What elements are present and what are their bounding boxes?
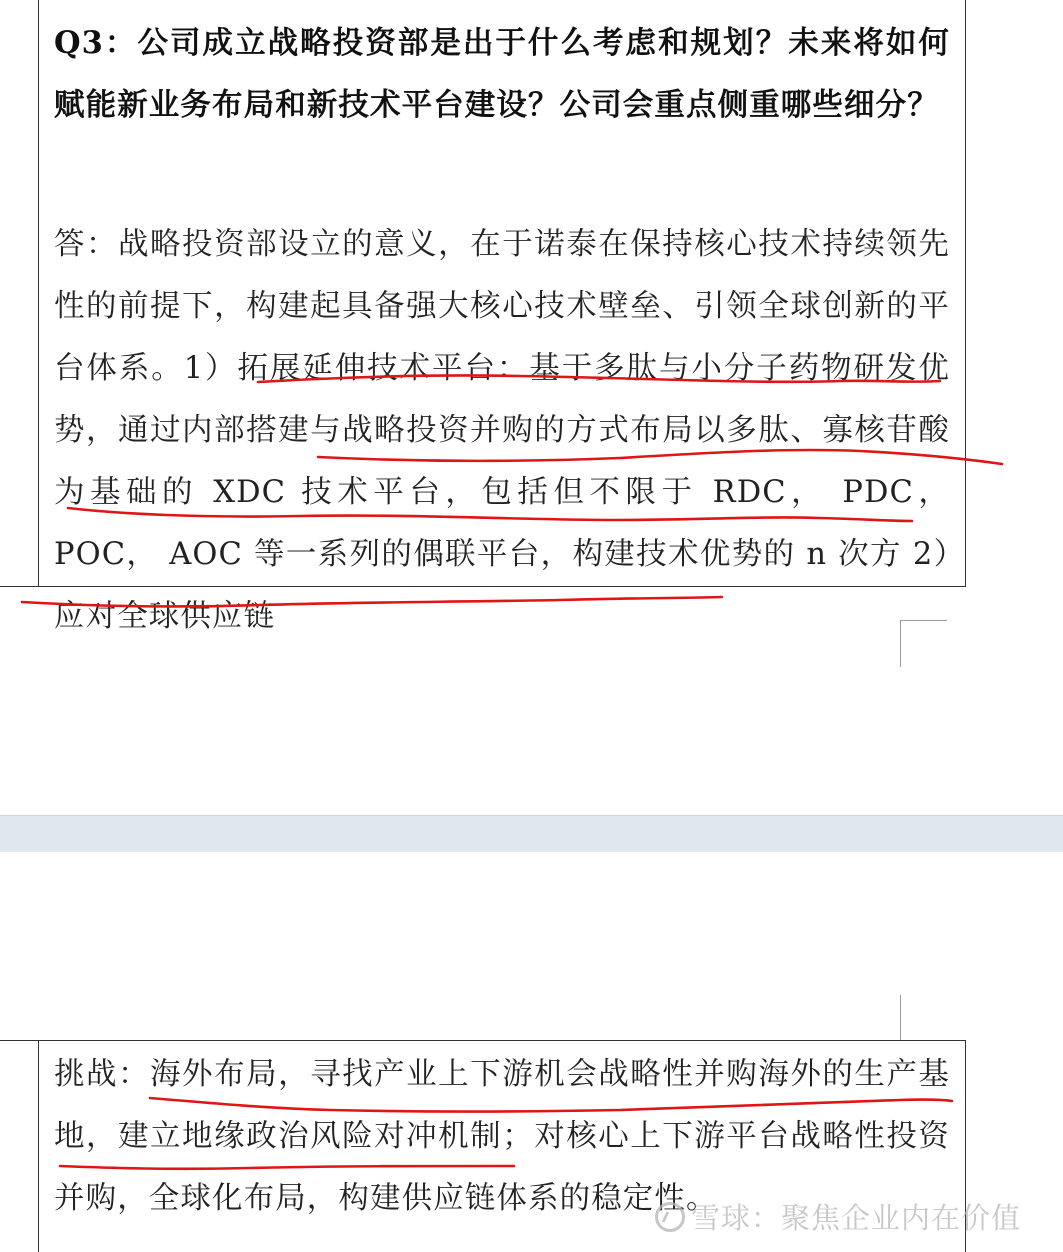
margin-corner-mark-bottom xyxy=(900,995,901,1040)
table-row-border xyxy=(0,1040,40,1041)
answer-text: 答：战略投资部设立的意义，在于诺泰在保持核心技术持续领先性的前提下，构建起具备强大核心技术壁垒、引领全球创新的平台体系。1）拓展延伸技术平台：基于多肽与小分子药物研发优势，通过内部搭建与战略投资并购的方式布局以多肽、寡核苷酸为基础的 XDC 技术平台，包括但不限于 RDC， PDC， POC， AOC 等一系列的偶联平台，构建技术优势的 n 次方 2）应对全球供应链 xyxy=(54,227,950,634)
challenge-text: 挑战：海外布局，寻找产业上下游机会战略性并购海外的生产基地，建立地缘政治风险对冲机制；对核心上下游平台战略性投资并购，全球化布局，构建供应链体系的稳定性。 xyxy=(54,1057,950,1216)
question-text: Q3：公司成立战略投资部是出于什么考虑和规划？未来将如何赋能新业务布局和新技术平台建设？公司会重点侧重哪些细分？ xyxy=(54,25,950,123)
table-row-border xyxy=(0,586,40,587)
xueqiu-logo-icon xyxy=(655,1202,685,1232)
watermark-text: 雪球：聚焦企业内在价值 xyxy=(691,1201,1022,1235)
watermark xyxy=(655,1196,1021,1237)
page-break-gap xyxy=(0,815,1063,853)
